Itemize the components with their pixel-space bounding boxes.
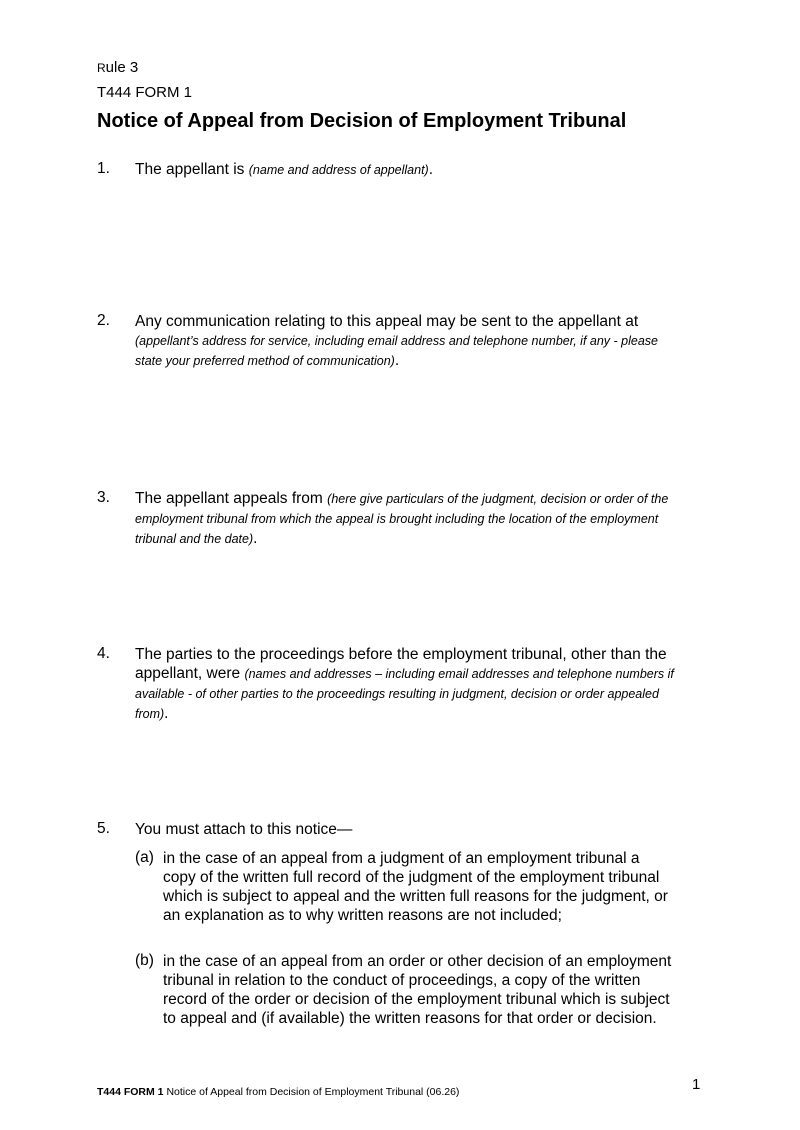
item-2-number: 2. <box>97 312 110 329</box>
item-1-tail: . <box>428 161 434 178</box>
page-number: 1 <box>692 1076 701 1093</box>
rule-text: ule 3 <box>105 59 139 76</box>
item-5-text: You must attach to this notice— <box>135 821 353 838</box>
item-5-number: 5. <box>97 820 110 837</box>
item-1-number: 1. <box>97 160 110 177</box>
item-1-lead: The appellant is <box>135 161 249 178</box>
item-3-tail: . <box>253 530 258 547</box>
item-1-text <box>135 160 675 180</box>
item-2-note: (appellant’s address for service, including email address and telephone number, if any - please state your preferred method of communication) <box>135 334 658 368</box>
subitem-b-letter: (b) <box>135 952 154 969</box>
item-3-note: (here give particulars of the judgment, decision or order of the employment tribunal from which the appeal is brought including the location of the employment tribunal and the date) <box>135 492 669 546</box>
rule-reference <box>97 59 138 76</box>
page-title: Notice of Appeal from Decision of Employment Tribunal <box>97 110 627 132</box>
page-footer <box>97 1086 459 1098</box>
item-4-lead: The parties to the proceedings before the employment tribunal, other than the appellant, were <box>135 646 667 682</box>
item-2-tail: . <box>394 352 400 369</box>
item-4-tail: . <box>164 705 169 722</box>
footer-text: Notice of Appeal from Decision of Employment Tribunal (06.26) <box>163 1086 460 1098</box>
item-3-text <box>135 489 675 549</box>
item-2-text <box>135 312 675 371</box>
rule-initial: R <box>97 61 106 75</box>
subitem-b-text: in the case of an appeal from an order or other decision of an employment tribunal in relation to the conduct of proceedings, a copy of the written record of the order or decision of the employment tribunal which is subject to appeal and (if available) the written reasons for that order or decision. <box>163 953 672 1027</box>
item-4-number: 4. <box>97 645 110 662</box>
item-2-lead: Any communication relating to this appeal may be sent to the appellant at <box>135 313 639 330</box>
subitem-a-text: in the case of an appeal from a judgment of an employment tribunal a copy of the written full record of the judgment of the employment tribunal which is subject to appeal and the written full reasons for the judgment, or an explanation as to why written reasons are not included; <box>163 850 668 924</box>
form-id: T444 FORM 1 <box>97 84 193 101</box>
item-3-lead: The appellant appeals from <box>135 490 328 507</box>
item-4-note: (names and addresses – including email addresses and telephone numbers if available - of other parties to the proceedings resulting in judgment, decision or order appealed from) <box>135 667 674 721</box>
subitem-a-letter: (a) <box>135 849 154 866</box>
footer-form-id: T444 FORM 1 <box>97 1086 164 1098</box>
item-1-note: (name and address of appellant) <box>248 163 429 177</box>
item-3-number: 3. <box>97 489 110 506</box>
item-4-text <box>135 645 675 724</box>
